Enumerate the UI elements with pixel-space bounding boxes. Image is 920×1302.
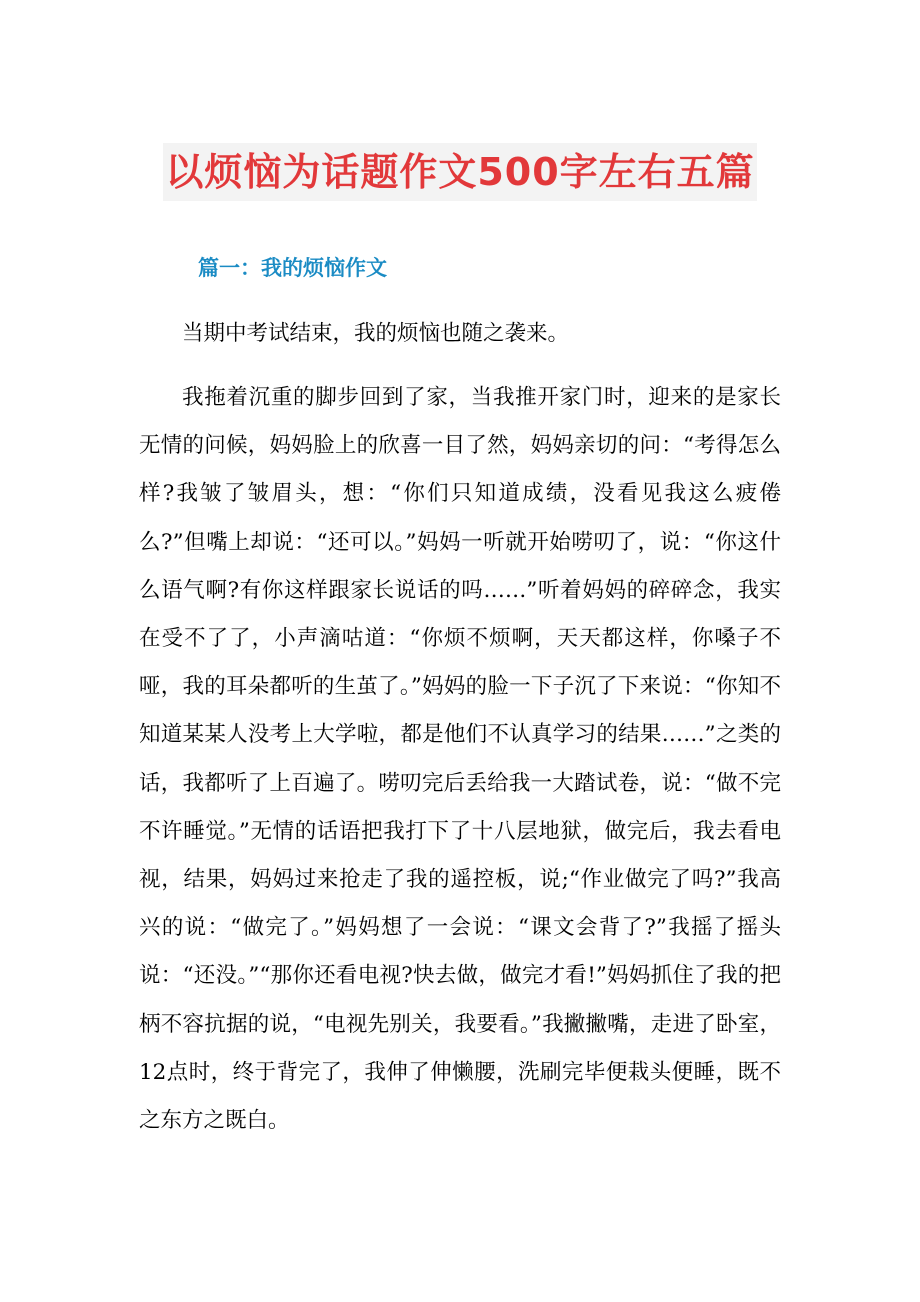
section-heading: 篇一：我的烦恼作文 <box>198 256 387 280</box>
body-paragraph-1: 当期中考试结束，我的烦恼也随之袭来。 <box>182 321 570 346</box>
document-title: 以烦恼为话题作文500字左右五篇 <box>163 143 756 201</box>
title-container <box>0 118 920 227</box>
body-paragraph-2: 我拖着沉重的脚步回到了家，当我推开家门时，迎来的是家长无情的问候，妈妈脸上的欣喜一目了然，妈妈亲切的问：“考得怎么样?我皱了皱眉头，想：“你们只知道成绩，没看见我这么疲倦么?”但嘴上却说：“还可以。”妈妈一听就开始唠叨了，说：“你这什么语气啊?有你这样跟家长说话的吗……”听着妈妈的碎碎念，我实在受不了了，小声滴咕道：“你烦不烦啊，天天都这样，你嗓子不哑，我的耳朵都听的生茧了。”妈妈的脸一下子沉了下来说：“你知不知道某某人没考上大学啦，都是他们不认真学习的结果……”之类的话，我都听了上百遍了。唠叨完后丢给我一大踏试卷，说：“做不完不许睡觉。”无情的话语把我打下了十八层地狱，做完后，我去看电视，结果，妈妈过来抢走了我的遥控板，说;“作业做完了吗?”我高兴的说：“做完了。”妈妈想了一会说：“课文会背了?”我摇了摇头说：“还没。”“那你还看电视?快去做，做完才看!”妈妈抓住了我的把柄不容抗据的说，“电视先别关，我要看。”我撇撇嘴，走进了卧室，12点时，终于背完了，我伸了伸懒腰，洗刷完毕便栽头便睡，既不之东方之既白。 <box>139 385 781 1134</box>
